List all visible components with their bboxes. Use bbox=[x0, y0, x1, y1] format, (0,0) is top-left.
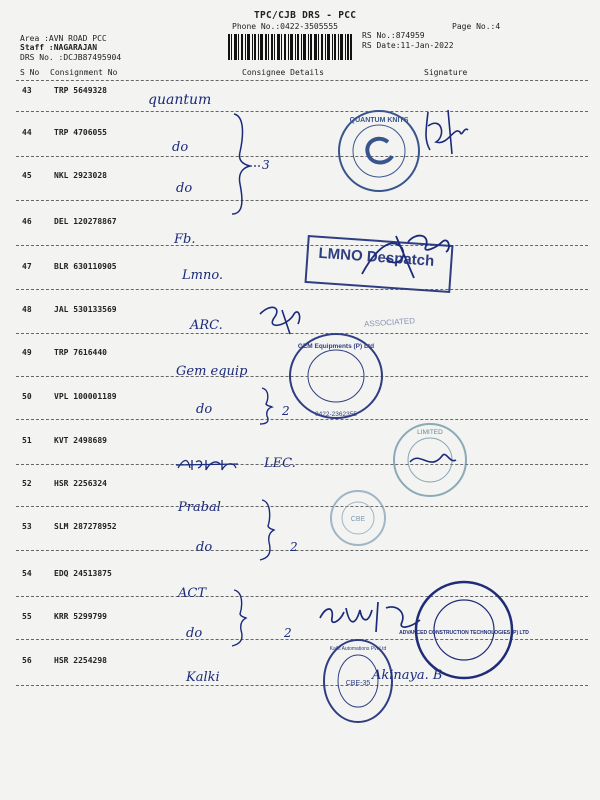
ditto-brace-3 bbox=[258, 498, 278, 562]
gem-stamp-text: GEM Equipments (P) Ltd bbox=[297, 343, 375, 350]
row-consignment-number: HSR 2256324 bbox=[54, 479, 107, 488]
row-consignment-number: VPL 100001189 bbox=[54, 392, 117, 401]
kalki-stamp-text: Kalki Automations Pvt Ltd bbox=[329, 646, 387, 652]
handwritten-consignee-43: quantum bbox=[148, 92, 212, 108]
row-consignment-number: TRP 7616440 bbox=[54, 348, 107, 357]
gem-stamp-phone: 0422-2362355 bbox=[315, 411, 357, 418]
row-divider bbox=[16, 685, 588, 686]
row-consignment-number: JAL 530133569 bbox=[54, 305, 117, 314]
handwritten-consignee-55: do bbox=[186, 626, 203, 641]
lec-stamp bbox=[390, 420, 470, 500]
signature-56: Akinaya. B bbox=[372, 668, 443, 683]
document-title: TPC/CJB DRS - PCC bbox=[254, 10, 357, 21]
rs-number: RS No.:874959 bbox=[362, 31, 425, 40]
row-sno: 54 bbox=[22, 569, 32, 578]
gem-equipments-stamp bbox=[286, 330, 386, 422]
row-consignment-number: TRP 4706055 bbox=[54, 128, 107, 137]
quantum-stamp-text: QUANTUM KNITS bbox=[349, 117, 409, 124]
handwritten-consignee-53: do bbox=[196, 540, 213, 555]
row-divider bbox=[16, 464, 588, 465]
row-sno: 48 bbox=[22, 305, 32, 314]
handwritten-consignee-50: do bbox=[196, 402, 213, 417]
row-consignment-number: KRR 5299799 bbox=[54, 612, 107, 621]
handwritten-consignee-48: ARC. bbox=[190, 318, 223, 333]
row-sno: 53 bbox=[22, 522, 32, 531]
lmno-stamp-text: LMNO Despatch bbox=[318, 244, 435, 270]
handwritten-consignee-49: Gem equip bbox=[176, 364, 248, 379]
handwritten-consignee-52: Prabal bbox=[178, 500, 221, 515]
row-sno: 50 bbox=[22, 392, 32, 401]
row-divider bbox=[16, 156, 588, 157]
staff-field: Staff :NAGARAJAN bbox=[20, 43, 98, 52]
associated-faded-stamp: ASSOCIATED bbox=[363, 316, 416, 329]
column-header-signature: Signature bbox=[424, 68, 468, 77]
row-divider bbox=[16, 506, 588, 507]
row-consignment-number: KVT 2498689 bbox=[54, 436, 107, 445]
prabal-stamp-text: CBE bbox=[350, 516, 366, 523]
ditto-brace-2 bbox=[258, 386, 278, 426]
header-divider bbox=[16, 80, 588, 81]
row-sno: 43 bbox=[22, 86, 32, 95]
brace-count-2: 2 bbox=[282, 404, 290, 418]
row-sno: 55 bbox=[22, 612, 32, 621]
lec-stamp-text: LIMITED bbox=[417, 429, 443, 436]
handwritten-consignee-45: do bbox=[176, 181, 193, 196]
row-consignment-number: EDQ 24513875 bbox=[54, 569, 112, 578]
row-sno: 49 bbox=[22, 348, 32, 357]
rs-date: RS Date:11-Jan-2022 bbox=[362, 41, 454, 50]
brace-count-3: 2 bbox=[290, 540, 298, 554]
row-sno: 51 bbox=[22, 436, 32, 445]
signature-47 bbox=[356, 228, 456, 288]
row-consignment-number: NKL 2923028 bbox=[54, 171, 107, 180]
signature-55 bbox=[316, 598, 426, 638]
row-sno: 45 bbox=[22, 171, 32, 180]
row-divider bbox=[16, 200, 588, 201]
act-stamp-text: ADVANCED CONSTRUCTION TECHNOLOGIES (P) LTD bbox=[399, 630, 529, 636]
brace-count-4: 2 bbox=[284, 626, 292, 640]
ditto-brace-4 bbox=[230, 588, 250, 648]
row-consignment-number: TRP 5649328 bbox=[54, 86, 107, 95]
handwritten-consignee-47: Lmno. bbox=[182, 268, 224, 283]
row-divider bbox=[16, 550, 588, 551]
quantum-knits-stamp bbox=[336, 108, 422, 194]
column-header-consignee: Consignee Details bbox=[242, 68, 324, 77]
handwritten-consignee-56: Kalki bbox=[186, 670, 220, 685]
handwritten-consignee-51: LEC. bbox=[264, 456, 296, 471]
row-divider bbox=[16, 289, 588, 290]
row-consignment-number: HSR 2254298 bbox=[54, 656, 107, 665]
row-sno: 46 bbox=[22, 217, 32, 226]
row-consignment-number: DEL 120278867 bbox=[54, 217, 117, 226]
row-sno: 56 bbox=[22, 656, 32, 665]
handwritten-consignee-46: Fb. bbox=[174, 232, 196, 247]
row-consignment-number: BLR 630110905 bbox=[54, 262, 117, 271]
handwritten-consignee-44: do bbox=[172, 140, 189, 155]
brace-count-1: 3 bbox=[262, 158, 270, 172]
row-sno: 52 bbox=[22, 479, 32, 488]
kalki-stamp-code: CBE-35 bbox=[345, 680, 371, 687]
row-sno: 47 bbox=[22, 262, 32, 271]
area-field: Area :AVN ROAD PCC bbox=[20, 34, 107, 43]
signature-44 bbox=[418, 106, 476, 158]
column-header-sno: S No bbox=[20, 68, 40, 77]
phone-number: Phone No.:0422-3505555 bbox=[232, 22, 338, 31]
column-header-consignment: Consignment No bbox=[50, 68, 118, 77]
prabal-stamp bbox=[328, 488, 388, 548]
drs-number: DRS No. :DCJB87495904 bbox=[20, 53, 122, 62]
row-consignment-number: SLM 287278952 bbox=[54, 522, 117, 531]
barcode bbox=[228, 34, 352, 60]
row-sno: 44 bbox=[22, 128, 32, 137]
row-divider bbox=[16, 111, 588, 112]
row-divider bbox=[16, 245, 588, 246]
struck-out-text bbox=[176, 454, 240, 476]
page-number: Page No.:4 bbox=[452, 22, 501, 31]
handwritten-consignee-54: ACT bbox=[178, 586, 207, 601]
